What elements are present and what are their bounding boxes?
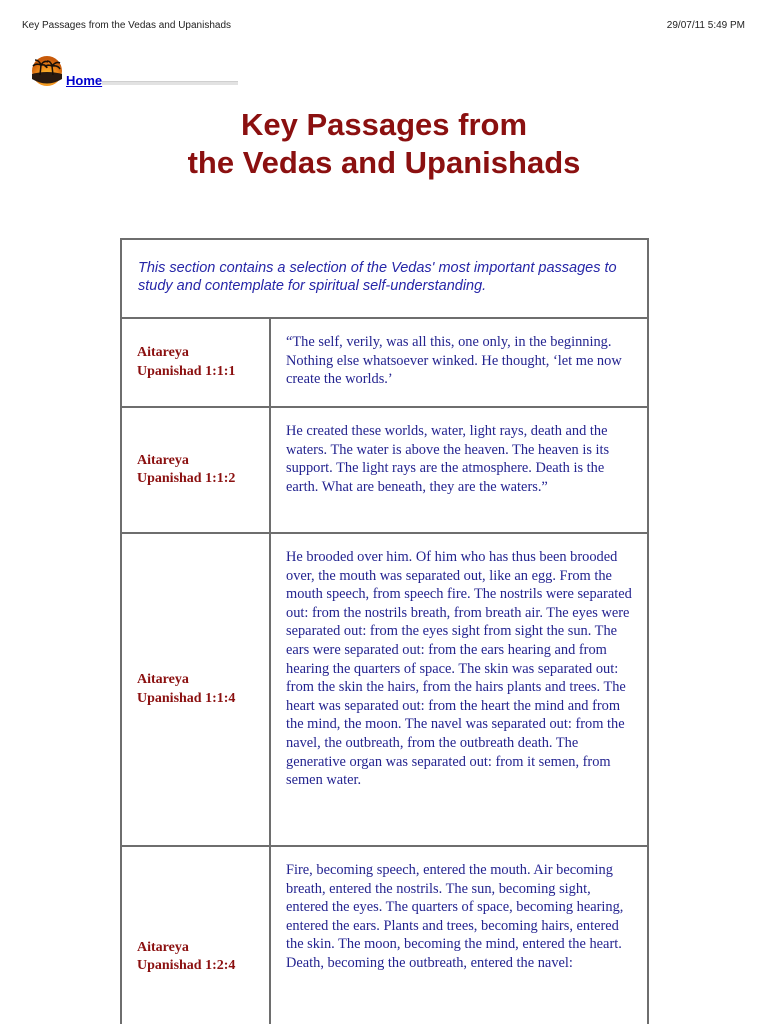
passage-text: He created these worlds, water, light rays, death and the waters. The water is above the heaven. The heaven is its support. The light rays are the atmosphere. Death is the earth. What are beneath, they are the waters.” xyxy=(286,423,610,495)
passage-reference xyxy=(122,534,271,845)
passage-reference xyxy=(122,319,271,406)
reference-source: Aitareya xyxy=(137,345,189,360)
home-link[interactable]: Home xyxy=(66,73,103,88)
print-header-title: Key Passages from the Vedas and Upanishads xyxy=(22,20,232,31)
passage-row xyxy=(122,847,647,1024)
home-divider xyxy=(102,81,238,85)
palm-tree-logo-icon[interactable] xyxy=(30,55,64,87)
reference-verse: Upanishad 1:1:2 xyxy=(137,471,236,486)
reference-verse: Upanishad 1:1:4 xyxy=(137,690,236,706)
print-header-timestamp: 29/07/11 5:49 PM xyxy=(666,20,745,31)
reference-source: Aitareya xyxy=(137,452,189,468)
intro-text: This section contains a selection of the Vedas' most important passages to study and contemplate for spiritual self-understanding. xyxy=(122,240,647,319)
passage-text: He brooded over him. Of him who has thus been brooded over, the mouth was separated out, like an egg. From the mouth speech, from speech fire. The nostrils were separated out: from the nostrils breath, from breath air. The eyes were separated out: from the eyes sight from sight the sun. The ears were separated out: from the ears hearing and from hearing the quarters of space. The skin was separated out: from the skin the hairs, from the hairs plants and trees. The heart was separated out: from the heart the mind and from the mind, the moon. The navel was separated out: from the navel, the outbreath, from the outbreath death. The generative organ was separated out: from it semen, from semen water. xyxy=(286,549,632,789)
reference-source: Aitareya xyxy=(137,939,189,955)
reference-source: Aitareya xyxy=(137,672,189,687)
passage-row xyxy=(122,408,647,534)
print-header xyxy=(0,20,768,36)
passages-table xyxy=(120,238,649,1024)
passage-reference xyxy=(122,847,271,1024)
page-title-line-1: Key Passages from xyxy=(240,107,528,142)
passage-text: “The self, verily, was all this, one only, in the beginning. Nothing else whatsoever winked. He thought, ‘let me now create the worlds.’ xyxy=(286,334,622,388)
reference-verse: Upanishad 1:1:1 xyxy=(137,363,236,379)
page-title-line-2: the Vedas and Upanishads xyxy=(187,145,581,180)
passage-row xyxy=(122,319,647,408)
home-nav xyxy=(30,55,245,91)
page-title xyxy=(0,106,768,182)
reference-verse: Upanishad 1:2:4 xyxy=(137,958,236,973)
passage-reference xyxy=(122,408,271,532)
passage-text: Fire, becoming speech, entered the mouth. Air becoming breath, entered the nostrils. The sun, becoming sight, entered the eyes. The quarters of space, becoming hearing, entered the ears. Plants and trees, becoming hairs, entered the skin. The moon, becoming the mind, entered the heart. Death, becoming the outbreath, entered the navel: xyxy=(286,862,624,971)
passage-row xyxy=(122,534,647,847)
